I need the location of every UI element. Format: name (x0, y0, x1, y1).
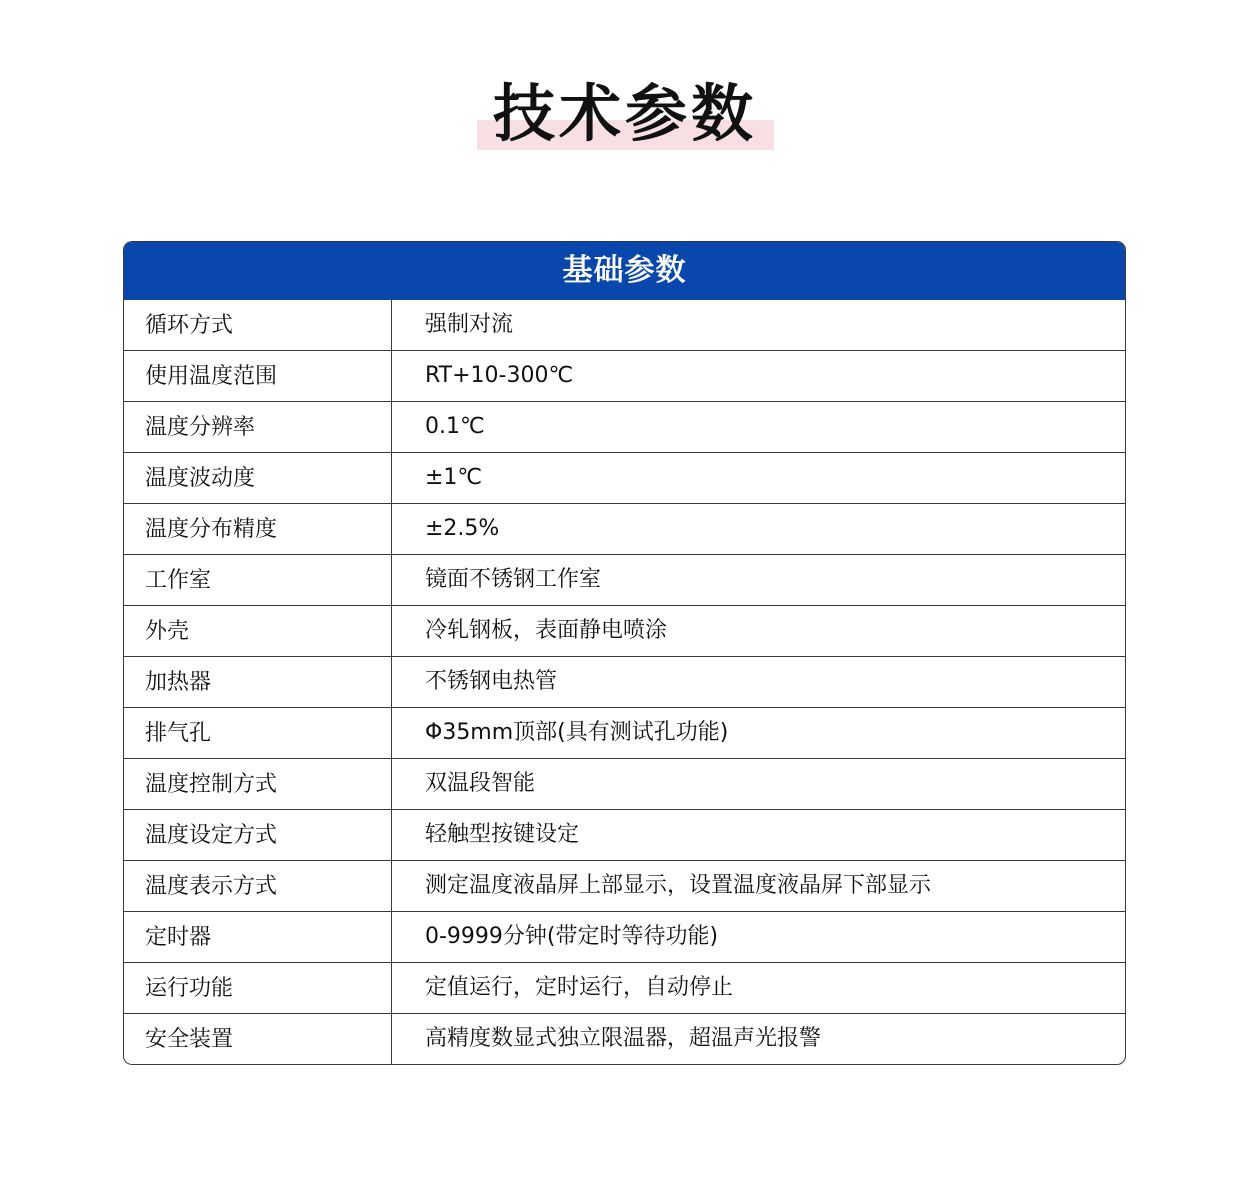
table-row (124, 503, 1125, 554)
row-label: 定时器 (124, 912, 392, 962)
row-value: 不锈钢电热管 (425, 669, 558, 694)
row-value: ±1℃ (425, 465, 483, 490)
page-title: 技术参数 (492, 77, 757, 150)
table-row (124, 554, 1125, 605)
table-row (124, 809, 1125, 860)
row-label: 循环方式 (124, 300, 392, 350)
spec-table (123, 241, 1126, 1065)
row-label: 使用温度范围 (124, 351, 392, 401)
table-row (124, 1013, 1125, 1064)
row-value: 轻触型按键设定 (425, 822, 580, 847)
table-row (124, 911, 1125, 962)
table-row (124, 962, 1125, 1013)
row-value: 0-9999分钟(带定时等待功能) (425, 924, 719, 949)
row-label: 温度表示方式 (124, 861, 392, 911)
row-value: ±2.5% (425, 516, 500, 541)
row-value: 定值运行，定时运行，自动停止 (425, 975, 734, 1000)
row-label: 工作室 (124, 555, 392, 605)
row-value: 高精度数显式独立限温器，超温声光报警 (425, 1026, 822, 1051)
table-row (124, 605, 1125, 656)
spec-table-body (124, 300, 1125, 1064)
row-label: 排气孔 (124, 708, 392, 758)
row-value: Φ35mm顶部(具有测试孔功能) (425, 720, 729, 745)
row-label: 温度控制方式 (124, 759, 392, 809)
table-row (124, 401, 1125, 452)
page-title-block (0, 72, 1250, 156)
row-value: 双温段智能 (425, 771, 536, 796)
row-label: 运行功能 (124, 963, 392, 1013)
table-row (124, 707, 1125, 758)
row-value: 测定温度液晶屏上部显示，设置温度液晶屏下部显示 (425, 873, 932, 898)
row-label: 温度分布精度 (124, 504, 392, 554)
row-value: 强制对流 (425, 312, 514, 337)
row-label: 温度分辨率 (124, 402, 392, 452)
table-row (124, 656, 1125, 707)
row-value: 0.1℃ (425, 414, 485, 439)
row-label: 外壳 (124, 606, 392, 656)
row-label: 安全装置 (124, 1014, 392, 1064)
row-value: RT+10-300℃ (425, 363, 574, 388)
table-row (124, 758, 1125, 809)
table-row (124, 350, 1125, 401)
row-label: 温度波动度 (124, 453, 392, 503)
table-row (124, 860, 1125, 911)
row-label: 加热器 (124, 657, 392, 707)
table-row (124, 452, 1125, 503)
spec-table-header: 基础参数 (124, 242, 1125, 300)
row-value: 镜面不锈钢工作室 (425, 567, 602, 592)
table-row (124, 300, 1125, 350)
row-value: 冷轧钢板，表面静电喷涂 (425, 618, 668, 643)
row-label: 温度设定方式 (124, 810, 392, 860)
